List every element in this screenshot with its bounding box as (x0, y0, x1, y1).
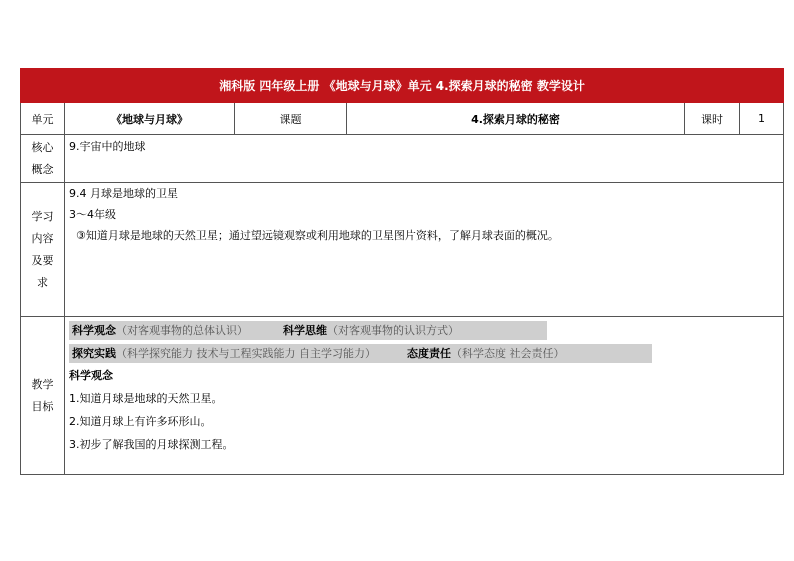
lesson-label: 课题 (235, 103, 347, 135)
core-concept-text: 9.宇宙中的地球 (65, 135, 784, 183)
objectives-content (65, 317, 784, 475)
page-title: 湘科版 四年级上册 《地球与月球》单元 4.探索月球的秘密 教学设计 (21, 69, 784, 103)
objective-item: 1.知道月球是地球的天然卫星。 (69, 392, 223, 405)
objective-item: 2.知道月球上有许多环形山。 (69, 415, 212, 428)
lesson-plan-table (20, 68, 784, 475)
literacy-band-1: 科学观念（对客观事物的总体认识） 科学思维（对客观事物的认识方式） (69, 321, 547, 340)
period-label: 课时 (685, 103, 740, 135)
literacy-band-2: 探究实践（科学探究能力 技术与工程实践能力 自主学习能力） 态度责任（科学态度 社会责任） (69, 344, 652, 363)
unit-value: 《地球与月球》 (65, 103, 235, 135)
learning-line-3: ③知道月球是地球的天然卫星；通过望远镜观察或利用地球的卫星图片资料，了解月球表面的概况。 (69, 229, 559, 242)
learning-label: 学习 内容 及要 求 (21, 183, 65, 317)
learning-content (65, 183, 784, 317)
objective-item: 3.初步了解我国的月球探测工程。 (69, 438, 234, 451)
learning-line-1: 9.4 月球是地球的卫星 (69, 187, 178, 200)
learning-line-2: 3～4年级 (69, 208, 116, 221)
core-concept-label: 核心 概念 (21, 135, 65, 183)
period-value: 1 (740, 103, 784, 135)
lesson-value: 4.探索月球的秘密 (347, 103, 685, 135)
objectives-section-title: 科学观念 (69, 369, 113, 382)
objectives-label: 教学 目标 (21, 317, 65, 475)
unit-label: 单元 (21, 103, 65, 135)
